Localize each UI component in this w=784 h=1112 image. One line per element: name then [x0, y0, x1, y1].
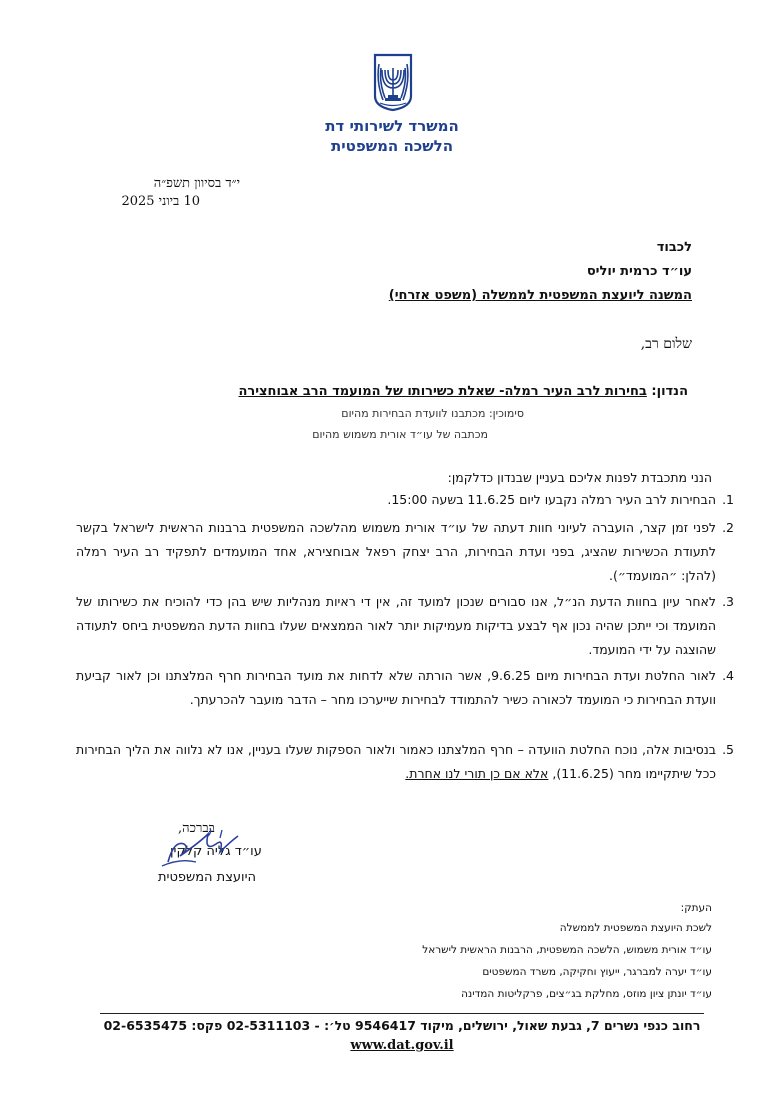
item-number: 2.: [722, 520, 734, 535]
state-emblem-icon: [371, 52, 415, 112]
numbered-item: [76, 488, 734, 512]
cc-recipient: עו״ד אורית משמוש, הלשכה המשפטית, הרבנות הראשית לישראל: [422, 944, 712, 956]
subject-line: [238, 384, 688, 399]
legal-bureau-name: הלשכה המשפטית: [330, 137, 454, 155]
item-number: 1.: [722, 492, 734, 507]
signer-role: היועצת המשפטית: [158, 870, 257, 885]
cc-label: העתק:: [680, 902, 712, 914]
addressee-name: עו״ד כרמית יוליס: [586, 264, 692, 279]
handwritten-signature: [150, 822, 250, 870]
ministry-name: המשרד לשירותי דת: [325, 117, 459, 135]
item-text: לאור החלטת ועדת הבחירות מיום 9.6.25, אשר הורתה שלא לדחות את מועד הבחירות חרף המלצתנו וכן לאור קביעת וועדת הבחירות כי המועמד לכאורה כשיר להתמודד לבחירות שייערכו מחר – הדבר מועבר להכרעתך.: [76, 668, 716, 707]
numbered-item: [76, 664, 734, 712]
signer-name: עו״ד גליה קלקין: [170, 844, 262, 859]
item-underlined-text: אלא אם כן תורי לנו אחרת.: [405, 766, 549, 781]
greeting: שלום רב,: [640, 336, 692, 352]
reference-line: מכתבה של עו״ד אורית משמוש מהיום: [312, 428, 488, 441]
numbered-item: [76, 516, 734, 588]
cc-recipient: לשכת היועצת המשפטית לממשלה: [559, 922, 712, 934]
item-text: לפני זמן קצר, הועברה לעיוני חוות דעתה של עו״ד אורית משמוש מהלשכה המשפטית ברבנות הראשית לישראל בקשר לתעודת הכשירות שהציג, בפני ועדת הבחירות, הרב יצחק רפאל אבוחצירא, אחד המועמדים לתפקיד רב העיר רמלה (להלן: ״המועמד״).: [76, 520, 716, 583]
closing-blessing: בברכה,: [178, 821, 215, 836]
item-number: 5.: [722, 742, 734, 757]
reference-line: סימוכין: מכתבנו לוועדת הבחירות מהיום: [341, 407, 524, 420]
addressee-honorific: לכבוד: [656, 240, 692, 255]
intro-paragraph: הנני מתכבדת לפנות אליכם בעניין שבנדון כדלקמן:: [447, 470, 712, 485]
numbered-item: [76, 590, 734, 662]
hebrew-date: י״ד בסיוון תשפ״ה: [153, 176, 240, 191]
item-text: הבחירות לרב העיר רמלה נקבעו ליום 11.6.25 בשעה 15:00.: [387, 492, 716, 507]
footer-divider: [100, 1013, 704, 1014]
footer-website-link[interactable]: www.dat.gov.il: [350, 1038, 454, 1053]
cc-recipient: עו״ד יונתן ציון מוזס, מחלקת בג״צים, פרקליטות המדינה: [461, 988, 712, 1000]
footer-address: רחוב כנפי נשרים 7, גבעת שאול, ירושלים, מיקוד 9546417 טל׳: - 02-5311103 פקס: 02-6535475: [103, 1018, 701, 1033]
gregorian-date: 10 ביוני 2025: [121, 194, 200, 209]
addressee-title: המשנה ליועצת המשפטית לממשלה (משפט אזרחי): [388, 288, 692, 303]
subject-text: בחירות לרב העיר רמלה- שאלת כשירותו של המועמד הרב אבוחצירה: [238, 384, 647, 399]
item-text: לאחר עיון בחוות הדעת הנ״ל, אנו סבורים שנכון למועד זה, אין די ראיות מנהליות שיש בהן כדי להוכיח את כשירותו של המועמד וכי ייתכן שהיה נכון אף לבצע בדיקות מעמיקות יותר לאור הממצאים שעלו בחוות הדעת המשפטית ביחס לתעודה שהוצגה על ידי המועמד.: [76, 594, 716, 657]
item-number: 4.: [722, 668, 734, 683]
item-number: 3.: [722, 594, 734, 609]
subject-label: הנדון:: [651, 384, 688, 399]
cc-recipient: עו״ד יערה למברגר, ייעוץ וחקיקה, משרד המשפטים: [482, 966, 712, 978]
numbered-item: [76, 738, 734, 786]
item-text: בנסיבות אלה, נוכח החלטת הוועדה – חרף המלצתנו כאמור ולאור הספקות שעלו בעניין, אנו לא נלווה את הליך הבחירות ככל שיתקיימו מחר (11.6.25),: [76, 742, 716, 781]
